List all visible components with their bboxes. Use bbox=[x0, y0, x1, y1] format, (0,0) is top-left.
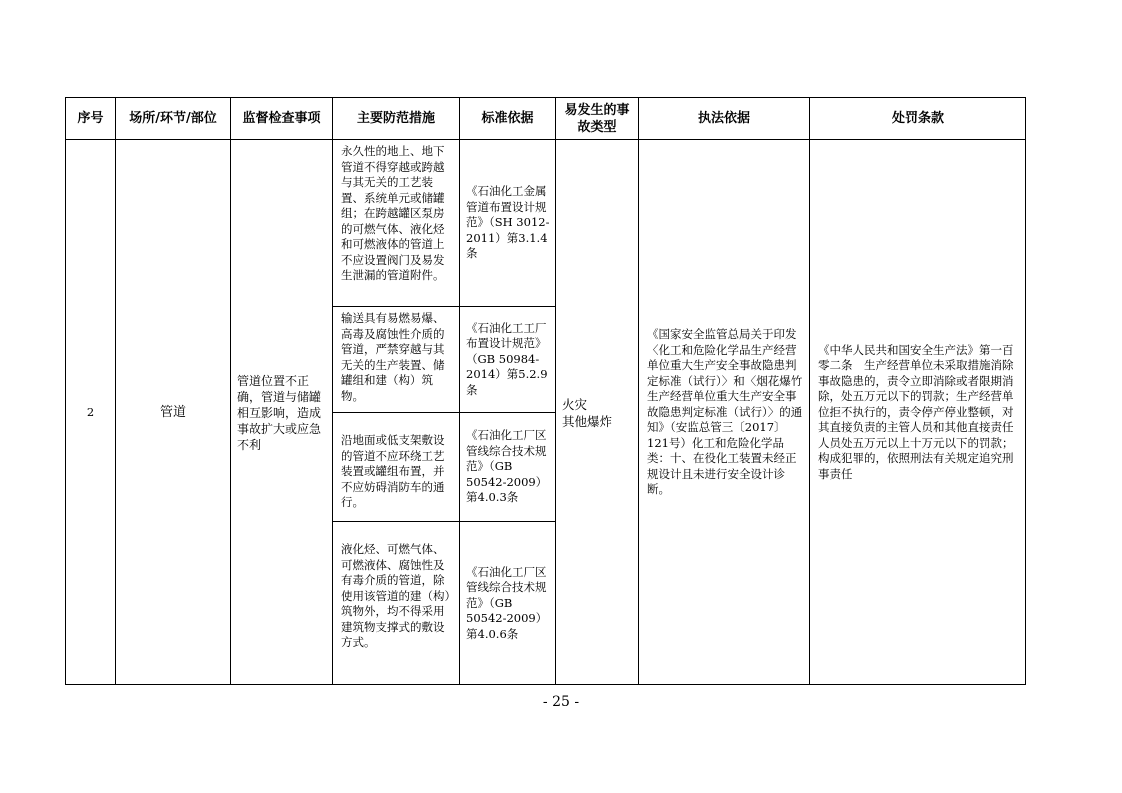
header-legal-basis: 执法依据 bbox=[639, 98, 810, 140]
standard-text: 《石油化工厂区管线综合技术规范》（GB 50542-2009）第4.0.6条 bbox=[466, 564, 548, 641]
row-seq: 2 bbox=[66, 140, 116, 685]
standard-text: 《石油化工金属管道布置设计规范》（SH 3012-2011）第3.1.4条 bbox=[460, 140, 556, 307]
row-inspection-item: 管道位置不正确，管道与储罐相互影响，造成事故扩大或应急不利 bbox=[231, 140, 333, 685]
measure-text: 沿地面或低支架敷设的管道不应环绕工艺装置或罐组布置，并不应妨碍消防车的通行。 bbox=[333, 413, 460, 522]
row-location: 管道 bbox=[116, 140, 231, 685]
header-inspection-item: 监督检查事项 bbox=[231, 98, 333, 140]
measure-text: 液化烃、可燃气体、可燃液体、腐蚀性及有毒介质的管道，除使用该管道的建（构）筑物外，均不得采用建筑物支撑式的敷设方式。 bbox=[333, 522, 460, 685]
row-accident-types bbox=[556, 140, 639, 685]
header-standard: 标准依据 bbox=[460, 98, 556, 140]
accident-type: 其他爆炸 bbox=[562, 413, 613, 429]
accident-type: 火灾 bbox=[562, 396, 588, 412]
header-measures: 主要防范措施 bbox=[333, 98, 460, 140]
measure-text: 永久性的地上、地下管道不得穿越或跨越与其无关的工艺装置、系统单元或储罐组；在跨越罐区泵房的可燃气体、液化烃和可燃液体的管道上不应设置阀门及易发生泄漏的管道附件。 bbox=[333, 140, 460, 307]
row-legal-basis: 《国家安全监管总局关于印发〈化工和危险化学品生产经营单位重大生产安全事故隐患判定标准（试行）〉和〈烟花爆竹生产经营单位重大生产安全事故隐患判定标准（试行）〉的通知》（安监总管三〔2017〕121号）化工和危险化学品类：十、在役化工装置未经正规设计且未进行安全设计诊断。 bbox=[639, 140, 810, 685]
header-penalty: 处罚条款 bbox=[810, 98, 1026, 140]
inspection-table bbox=[65, 97, 1026, 685]
measure-text: 输送具有易燃易爆、高毒及腐蚀性介质的管道，严禁穿越与其无关的生产装置、储罐组和建（构）筑物。 bbox=[333, 307, 460, 413]
header-location: 场所/环节/部位 bbox=[116, 98, 231, 140]
row-penalty: 《中华人民共和国安全生产法》第一百零二条 生产经营单位未采取措施消除事故隐患的，责令立即消除或者限期消除，处五万元以下的罚款；生产经营单位拒不执行的，责令停产停业整顿，对其直接负责的主管人员和其他直接责任人员处五万元以上十万元以下的罚款；构成犯罪的，依照刑法有关规定追究刑事责任 bbox=[818, 342, 1014, 481]
header-seq: 序号 bbox=[66, 98, 116, 140]
standard-text: 《石油化工厂区管线综合技术规范》（GB 50542-2009）第4.0.3条 bbox=[460, 413, 556, 522]
header-accident-type: 易发生的事故类型 bbox=[556, 98, 639, 140]
standard-text: 《石油化工工厂布置设计规范》（GB 50984-2014）第5.2.9条 bbox=[460, 307, 556, 413]
page-number: - 25 - bbox=[542, 694, 580, 710]
